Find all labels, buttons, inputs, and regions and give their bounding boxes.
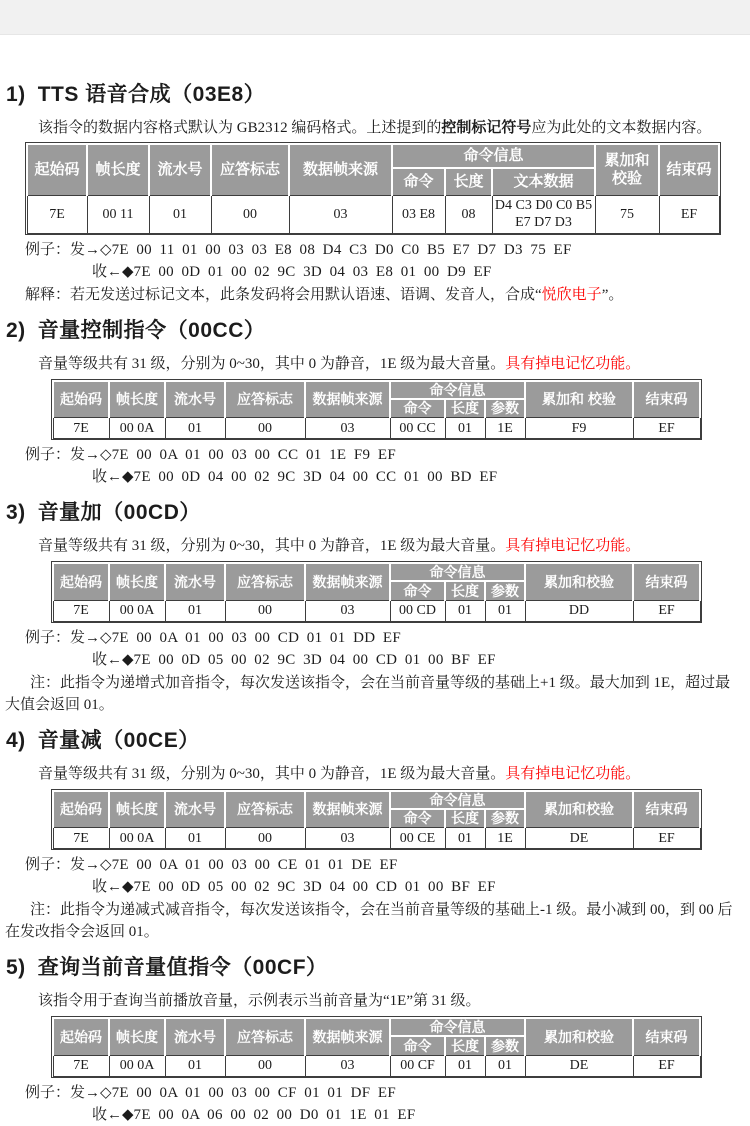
header-end-code: 结束码: [633, 563, 700, 600]
header-start-code: 起始码: [53, 791, 109, 828]
header-serial-number: 流水号: [149, 144, 211, 195]
example-label: 例子：: [25, 447, 71, 463]
example-block: [25, 1082, 750, 1126]
header-data-source: 数据帧来源: [305, 563, 390, 600]
section-3-intro: [38, 535, 742, 557]
cell-length: 01: [445, 1055, 485, 1076]
cell-cmd: 00 CF: [390, 1055, 445, 1076]
recv-hex: 7E 00 0D 05 00 02 9C 3D 04 00 CD 01 00 BF EF: [133, 879, 496, 895]
send-hex: 7E 00 0A 01 00 03 00 CC 01 1E F9 EF: [111, 447, 396, 463]
cell-ack-flag: 00: [225, 600, 305, 621]
header-text-data: 文本数据: [492, 168, 595, 195]
section-query-volume: [0, 955, 750, 1126]
cell-checksum: 75: [595, 195, 659, 233]
cell-serial-number: 01: [165, 828, 225, 849]
cell-data-source: 03: [305, 1055, 390, 1076]
recv-hex: 7E 00 0D 05 00 02 9C 3D 04 00 CD 01 00 BF EF: [133, 651, 496, 668]
section-1-intro: [38, 117, 742, 139]
cell-text-data: D4 C3 D0 C0 B5 E7 D7 D3: [492, 195, 595, 233]
recv-prefix: 收←◆: [92, 1106, 134, 1123]
intro-red-text: 具有掉电记忆功能。: [505, 355, 641, 372]
section-4-number: 4): [6, 728, 26, 752]
section-1-heading: [6, 82, 750, 108]
section-2-heading: [6, 318, 750, 344]
header-ack-flag: 应答标志: [211, 144, 289, 195]
header-frame-length: 帧长度: [109, 791, 165, 828]
send-prefix: 发→◇: [70, 857, 112, 873]
send-hex: 7E 00 11 01 00 03 03 E8 08 D4 C3 D0 C0 B5 E7 D7 D3 75 EF: [111, 241, 572, 258]
cell-end-code: EF: [633, 600, 700, 621]
header-data-source: 数据帧来源: [305, 1018, 390, 1055]
example-send-line: [25, 1082, 750, 1104]
cell-ack-flag: 00: [225, 418, 305, 439]
cell-param: 01: [485, 1055, 525, 1076]
example-recv-line: [92, 876, 750, 898]
cell-checksum: DE: [525, 1055, 633, 1076]
example-send-line: [25, 239, 750, 261]
explain-line: [25, 284, 742, 306]
cell-cmd: 00 CE: [390, 828, 445, 849]
cell-cmd: 00 CC: [390, 418, 445, 439]
cell-data-source: 03: [305, 600, 390, 621]
table-row: [53, 600, 700, 621]
header-param: 参数: [485, 809, 525, 828]
header-cmd: 命令: [390, 399, 445, 418]
section-4-intro: [38, 763, 742, 785]
intro-text: 该指令用于查询当前播放音量，示例表示当前音量为“1E”第 31 级。: [38, 993, 481, 1009]
header-frame-length: 帧长度: [109, 1018, 165, 1055]
section-5-title: 查询当前音量值指令（00CF）: [37, 956, 328, 979]
recv-hex: 7E 00 0D 01 00 02 9C 3D 04 03 E8 01 00 D9 EF: [133, 263, 492, 280]
section-1-title: TTS 语音合成（03E8）: [37, 83, 266, 106]
header-length: 长度: [445, 1036, 485, 1055]
recv-prefix: 收←◆: [92, 263, 134, 280]
example-label: 例子：: [25, 1084, 71, 1101]
explain-red-text: 悦欣电子: [541, 286, 602, 303]
header-start-code: 起始码: [53, 381, 109, 418]
cell-end-code: EF: [659, 195, 719, 233]
header-param: 参数: [485, 399, 525, 418]
cell-checksum: DE: [525, 828, 633, 849]
section-2-number: 2): [6, 318, 26, 342]
intro-red-text: 具有掉电记忆功能。: [505, 765, 641, 782]
header-cmd: 命令: [390, 581, 445, 600]
header-checksum: 累加和校验: [525, 563, 633, 600]
example-recv-line: [92, 649, 750, 671]
example-recv-line: [92, 466, 750, 488]
table-row: [53, 418, 700, 439]
example-send-line: [25, 627, 750, 649]
section-volume-up: [0, 500, 750, 716]
cell-data-source: 03: [305, 418, 390, 439]
cell-frame-length: 00 0A: [109, 1055, 165, 1076]
example-block: [25, 854, 750, 898]
cell-param: 1E: [485, 418, 525, 439]
send-hex: 7E 00 0A 01 00 03 00 CE 01 01 DE EF: [111, 857, 398, 873]
table-row: [53, 1055, 700, 1076]
cell-checksum: F9: [525, 418, 633, 439]
header-ack-flag: 应答标志: [225, 1018, 305, 1055]
intro-text: 音量等级共有 31 级，分别为 0~30，其中 0 为静音，1E 级为最大音量。: [38, 765, 506, 782]
example-recv-line: [92, 1104, 750, 1126]
protocol-table: [26, 143, 720, 234]
section-2-intro: [38, 353, 742, 375]
explain-text: ”。: [601, 286, 624, 303]
top-bar: [0, 0, 750, 35]
header-serial-number: 流水号: [165, 791, 225, 828]
cell-frame-length: 00 0A: [109, 600, 165, 621]
recv-prefix: 收←◆: [92, 651, 134, 668]
cell-ack-flag: 00: [211, 195, 289, 233]
recv-prefix: 收←◆: [92, 879, 134, 895]
section-tts-synthesis: [0, 82, 750, 306]
example-send-line: [25, 444, 750, 466]
header-data-source: 数据帧来源: [289, 144, 392, 195]
protocol-table-frame: [51, 1016, 702, 1078]
header-checksum: 累加和 校验: [525, 381, 633, 418]
cell-param: 01: [485, 600, 525, 621]
note-line: 注：此指令为递减式减音指令，每次发送该指令，会在当前音量等级的基础上-1 级。最小减到 00，到 00 后在发改指令会返回 01。: [5, 902, 733, 940]
cell-cmd: 00 CD: [390, 600, 445, 621]
protocol-table-frame: [51, 789, 702, 851]
cell-frame-length: 00 0A: [109, 418, 165, 439]
header-cmd-info-group: 命令信息: [392, 144, 595, 168]
recv-prefix: 收←◆: [92, 469, 134, 485]
header-ack-flag: 应答标志: [225, 563, 305, 600]
cell-checksum: DD: [525, 600, 633, 621]
send-hex: 7E 00 0A 01 00 03 00 CD 01 01 DD EF: [111, 629, 401, 646]
header-cmd: 命令: [390, 1036, 445, 1055]
header-end-code: 结束码: [633, 791, 700, 828]
note-line: 注：此指令为递增式加音指令，每次发送该指令，会在当前音量等级的基础上+1 级。最大加到 1E，超过最大值会返回 01。: [5, 674, 731, 713]
cell-start-code: 7E: [53, 828, 109, 849]
intro-red-text: 具有掉电记忆功能。: [505, 538, 641, 554]
header-cmd-info-group: 命令信息: [390, 381, 525, 399]
cell-serial-number: 01: [165, 600, 225, 621]
cell-data-source: 03: [305, 828, 390, 849]
header-serial-number: 流水号: [165, 563, 225, 600]
example-recv-line: [92, 261, 750, 283]
cell-end-code: EF: [633, 1055, 700, 1076]
cell-data-source: 03: [289, 195, 392, 233]
header-cmd: 命令: [390, 809, 445, 828]
protocol-table: [52, 562, 701, 622]
cell-ack-flag: 00: [225, 1055, 305, 1076]
cell-end-code: EF: [633, 418, 700, 439]
example-label: 例子：: [25, 857, 71, 873]
protocol-table-frame: [25, 142, 721, 235]
send-hex: 7E 00 0A 01 00 03 00 CF 01 01 DF EF: [111, 1084, 397, 1101]
header-cmd-info-group: 命令信息: [390, 1018, 525, 1036]
header-data-source: 数据帧来源: [305, 381, 390, 418]
protocol-table-frame: [51, 561, 702, 623]
section-volume-down: [0, 728, 750, 944]
cell-serial-number: 01: [165, 418, 225, 439]
cell-length: 08: [445, 195, 492, 233]
protocol-table: [52, 790, 701, 850]
section-5-intro: [38, 990, 742, 1012]
cell-param: 1E: [485, 828, 525, 849]
header-cmd-info-group: 命令信息: [390, 563, 525, 581]
intro-text: 音量等级共有 31 级，分别为 0~30，其中 0 为静音，1E 级为最大音量。: [38, 355, 506, 372]
header-length: 长度: [445, 399, 485, 418]
protocol-table: [52, 380, 701, 440]
table-row: [53, 828, 700, 849]
intro-text: 应为此处的文本数据内容。: [531, 120, 712, 136]
header-start-code: 起始码: [53, 1018, 109, 1055]
section-5-number: 5): [6, 956, 26, 979]
header-ack-flag: 应答标志: [225, 381, 305, 418]
send-prefix: 发→◇: [70, 241, 112, 258]
send-prefix: 发→◇: [70, 447, 112, 463]
cell-frame-length: 00 11: [87, 195, 149, 233]
cell-start-code: 7E: [53, 600, 109, 621]
cell-serial-number: 01: [149, 195, 211, 233]
header-checksum: 累加和校验: [525, 791, 633, 828]
header-param: 参数: [485, 1036, 525, 1055]
header-frame-length: 帧长度: [109, 563, 165, 600]
table-row: [27, 195, 719, 233]
header-frame-length: 帧长度: [109, 381, 165, 418]
example-block: [25, 239, 750, 283]
intro-text: 该指令的数据内容格式默认为 GB2312 编码格式。上述提到的: [38, 120, 442, 136]
cell-frame-length: 00 0A: [109, 828, 165, 849]
send-prefix: 发→◇: [70, 1084, 112, 1101]
cell-ack-flag: 00: [225, 828, 305, 849]
cell-length: 01: [445, 600, 485, 621]
cell-serial-number: 01: [165, 1055, 225, 1076]
header-start-code: 起始码: [27, 144, 87, 195]
header-start-code: 起始码: [53, 563, 109, 600]
header-length: 长度: [445, 581, 485, 600]
section-4-heading: [6, 728, 750, 754]
example-block: [25, 444, 750, 488]
explain-text: 解释：若无发送过标记文本，此条发码将会用默认语速、语调、发音人，合成“: [25, 286, 542, 303]
header-end-code: 结束码: [633, 381, 700, 418]
send-prefix: 发→◇: [70, 629, 112, 646]
section-3-heading: [6, 500, 750, 526]
header-end-code: 结束码: [659, 144, 719, 195]
header-serial-number: 流水号: [165, 1018, 225, 1055]
cell-cmd: 03 E8: [392, 195, 445, 233]
header-checksum: 累加和 校验: [595, 144, 659, 195]
cell-start-code: 7E: [27, 195, 87, 233]
header-frame-length: 帧长度: [87, 144, 149, 195]
header-length: 长度: [445, 168, 492, 195]
protocol-table-frame: [51, 379, 702, 441]
header-serial-number: 流水号: [165, 381, 225, 418]
section-3-number: 3): [6, 501, 26, 524]
header-length: 长度: [445, 809, 485, 828]
example-label: 例子：: [25, 629, 71, 646]
example-label: 例子：: [25, 241, 71, 258]
section-2-title: 音量控制指令（00CC）: [37, 318, 266, 342]
section-5-heading: [6, 955, 750, 981]
cell-length: 01: [445, 418, 485, 439]
example-send-line: [25, 854, 750, 876]
header-end-code: 结束码: [633, 1018, 700, 1055]
cell-length: 01: [445, 828, 485, 849]
cell-start-code: 7E: [53, 418, 109, 439]
cell-start-code: 7E: [53, 1055, 109, 1076]
cell-end-code: EF: [633, 828, 700, 849]
section-4-title: 音量减（00CE）: [37, 728, 200, 752]
section-3-title: 音量加（00CD）: [37, 501, 201, 524]
header-param: 参数: [485, 581, 525, 600]
recv-hex: 7E 00 0A 06 00 02 00 D0 01 1E 01 EF: [133, 1106, 416, 1123]
header-cmd-info-group: 命令信息: [390, 791, 525, 809]
section-volume-control: [0, 318, 750, 489]
header-ack-flag: 应答标志: [225, 791, 305, 828]
intro-text: 音量等级共有 31 级，分别为 0~30，其中 0 为静音，1E 级为最大音量。: [38, 538, 506, 554]
recv-hex: 7E 00 0D 04 00 02 9C 3D 04 00 CC 01 00 BD EF: [133, 469, 498, 485]
header-checksum: 累加和校验: [525, 1018, 633, 1055]
header-cmd: 命令: [392, 168, 445, 195]
example-block: [25, 627, 750, 671]
header-data-source: 数据帧来源: [305, 791, 390, 828]
intro-bold-text: 控制标记符号: [441, 120, 532, 136]
section-1-number: 1): [6, 83, 26, 106]
protocol-table: [52, 1017, 701, 1077]
